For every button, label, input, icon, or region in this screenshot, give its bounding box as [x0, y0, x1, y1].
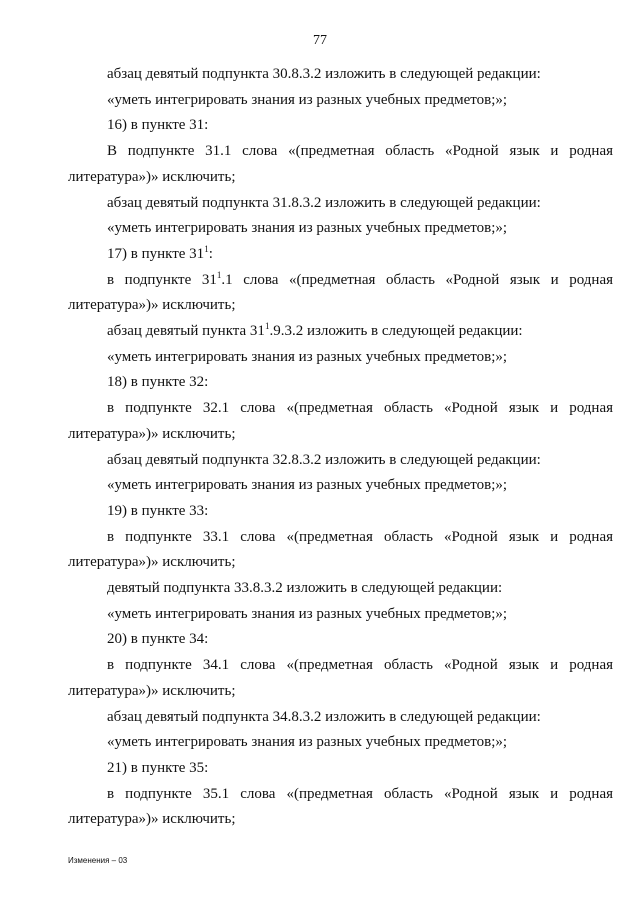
text-line: литература»)» исключить;: [68, 682, 236, 699]
text-line: в подпункте 35.1 слова «(предметная область «Родной язык и родная: [107, 785, 613, 802]
text-line: В подпункте 31.1 слова «(предметная область «Родной язык и родная: [107, 143, 613, 160]
text-line: абзац девятый подпункта 31.8.3.2 изложить в следующей редакции:: [107, 194, 541, 211]
text-line: 18) в пункте 32:: [107, 374, 209, 391]
superscript: 1: [204, 243, 209, 254]
text-line: «уметь интегрировать знания из разных учебных предметов;»;: [107, 477, 508, 494]
text-line: «уметь интегрировать знания из разных учебных предметов;»;: [107, 605, 508, 622]
text-line: абзац девятый подпункта 34.8.3.2 изложить в следующей редакции:: [107, 708, 541, 725]
document-body: [68, 62, 613, 833]
text-line: [68, 242, 613, 268]
text-line: «уметь интегрировать знания из разных учебных предметов;»;: [107, 91, 508, 108]
text-line: абзац девятый подпункта 30.8.3.2 изложить в следующей редакции:: [107, 66, 541, 82]
text-line: литература»)» исключить;: [68, 425, 236, 442]
text-line: «уметь интегрировать знания из разных учебных предметов;»;: [107, 734, 508, 751]
text-line: «уметь интегрировать знания из разных учебных предметов;»;: [107, 220, 508, 237]
text-segment: .9.3.2 изложить в следующей редакции:: [269, 323, 523, 340]
page-number: 77: [313, 33, 327, 48]
text-line: 21) в пункте 35:: [107, 759, 209, 776]
superscript: 1: [216, 269, 222, 280]
text-segment: абзац девятый пункта 31: [107, 323, 265, 340]
text-line: в подпункте 32.1 слова «(предметная область «Родной язык и родная: [107, 400, 613, 417]
text-line: [68, 268, 613, 294]
text-line: в подпункте 33.1 слова «(предметная область «Родной язык и родная: [107, 528, 613, 545]
text-line: в подпункте 34.1 слова «(предметная область «Родной язык и родная: [107, 657, 613, 674]
text-line: 20) в пункте 34:: [107, 631, 209, 648]
text-line: «уметь интегрировать знания из разных учебных предметов;»;: [107, 348, 508, 365]
text-line: литература»)» исключить;: [68, 811, 236, 828]
text-segment: 17) в пункте 31: [107, 245, 205, 262]
text-line: литература»)» исключить;: [68, 554, 236, 571]
text-segment: в подпункте 31: [107, 271, 217, 288]
text-line: литература»)» исключить;: [68, 168, 236, 185]
text-line: литература»)» исключить;: [68, 297, 236, 314]
footer-note: Изменения – 03: [68, 856, 128, 865]
text-segment: .1 слова «(предметная область «Родной язык и родная: [221, 271, 613, 288]
text-segment: :: [208, 245, 213, 262]
text-line: абзац девятый подпункта 32.8.3.2 изложить в следующей редакции:: [107, 451, 541, 468]
superscript: 1: [264, 321, 270, 332]
text-line: 19) в пункте 33:: [107, 502, 209, 519]
text-line: 16) в пункте 31:: [107, 117, 209, 134]
text-line: девятый подпункта 33.8.3.2 изложить в следующей редакции:: [107, 580, 503, 597]
text-line: [68, 319, 613, 345]
